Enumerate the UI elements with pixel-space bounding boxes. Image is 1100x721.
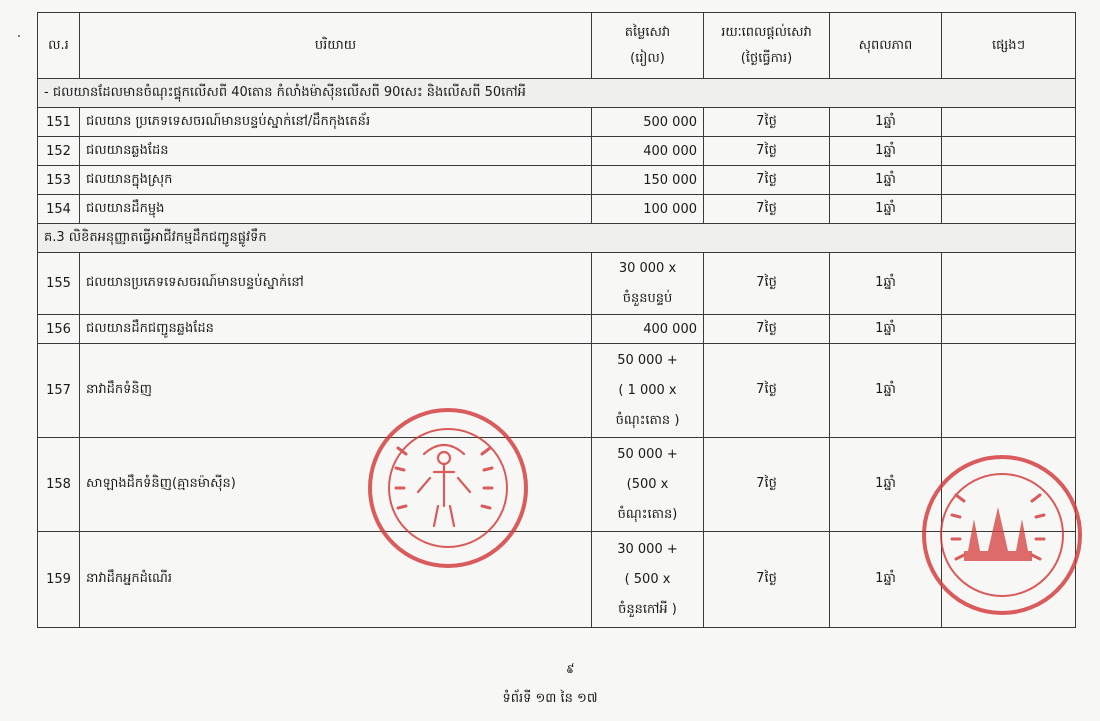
row-price-line3: ចំនួនកៅអី ) [618, 601, 677, 617]
row-price-line2: ចំនួនបន្ទប់ [622, 290, 673, 306]
row-other [942, 195, 1076, 224]
row-price-line3: ចំណុះតោន) [617, 506, 678, 522]
row-price: 400 000 [592, 315, 704, 344]
row-validity: 1ឆ្នាំ [830, 532, 942, 628]
row-validity: 1ឆ្នាំ [830, 253, 942, 315]
row-duration: 7ថ្ងៃ [704, 108, 830, 137]
row-price [592, 438, 704, 532]
section-row-vessels-over-40t [38, 79, 1076, 108]
row-duration: 7ថ្ងៃ [704, 438, 830, 532]
table-row [38, 108, 1076, 137]
header-price-line2: (រៀល) [630, 50, 665, 66]
page-number: ទំព័រទី ១៣ នៃ ១៧ [502, 691, 598, 706]
row-validity: 1ឆ្នាំ [830, 344, 942, 438]
row-other [942, 315, 1076, 344]
row-price-line1: 30 000 x [618, 260, 677, 276]
row-number: 152 [38, 137, 80, 166]
row-validity: 1ឆ្នាំ [830, 438, 942, 532]
header-price [592, 13, 704, 79]
ministry-seal-stamp [922, 455, 1082, 615]
row-other [942, 166, 1076, 195]
row-number: 158 [38, 438, 80, 532]
row-number: 159 [38, 532, 80, 628]
row-other [942, 108, 1076, 137]
row-price [592, 532, 704, 628]
section-title: គ.3 លិខិតអនុញ្ញាតធ្វើអាជីវកម្មដឹកជញ្ជូនផ្លូវទឹក [38, 224, 1076, 253]
row-validity: 1ឆ្នាំ [830, 166, 942, 195]
header-duration-line2: (ថ្ងៃធ្វើការ) [740, 50, 793, 66]
table-row [38, 253, 1076, 315]
row-price: 500 000 [592, 108, 704, 137]
header-validity: សុពលភាព [830, 13, 942, 79]
row-price [592, 344, 704, 438]
row-price-line1: 50 000 + [617, 352, 678, 368]
table-row [38, 344, 1076, 438]
table-row [38, 166, 1076, 195]
table-header-row [38, 13, 1076, 79]
row-number: 155 [38, 253, 80, 315]
official-seal-stamp [368, 408, 528, 568]
row-price: 100 000 [592, 195, 704, 224]
row-price [592, 253, 704, 315]
row-description: ជលយានប្រភេទទេសចរណ៍មានបន្ទប់ស្នាក់នៅ [80, 253, 592, 315]
row-number: 157 [38, 344, 80, 438]
seal-emblem-icon [368, 408, 520, 560]
row-duration: 7ថ្ងៃ [704, 315, 830, 344]
row-number: 151 [38, 108, 80, 137]
footer-mark: ៩ [566, 662, 575, 676]
row-duration: 7ថ្ងៃ [704, 166, 830, 195]
row-validity: 1ឆ្នាំ [830, 315, 942, 344]
row-description: ជលយានឆ្លងដែន [80, 137, 592, 166]
row-price-line2: (500 x [626, 476, 669, 492]
row-validity: 1ឆ្នាំ [830, 195, 942, 224]
row-description: ជលយានដឹកជញ្ជូនឆ្លងដែន [80, 315, 592, 344]
row-description: ជលយាន ប្រភេទទេសចរណ៍មានបន្ទប់ស្នាក់នៅ/ដឹកកុងតេន័រ [80, 108, 592, 137]
table-row [38, 532, 1076, 628]
header-price-line1: តម្លៃសេវា [624, 24, 671, 40]
row-duration: 7ថ្ងៃ [704, 532, 830, 628]
table-row [38, 438, 1076, 532]
table-row [38, 137, 1076, 166]
row-other [942, 253, 1076, 315]
section-row-water-transport-license [38, 224, 1076, 253]
scan-dot [18, 35, 20, 37]
header-other: ផ្សេងៗ [942, 13, 1076, 79]
header-no: ល.រ [38, 13, 80, 79]
row-duration: 7ថ្ងៃ [704, 137, 830, 166]
row-description: នាវាដឹកអ្នកដំណើរ [80, 532, 592, 628]
table-row [38, 195, 1076, 224]
row-description: ជលយានក្នុងស្រុក [80, 166, 592, 195]
temple-emblem-icon [922, 455, 1074, 607]
row-price-line2: ( 500 x [624, 571, 671, 587]
row-description: សាឡាងដឹកទំនិញ(គ្មានម៉ាស៊ីន) [80, 438, 592, 532]
table-row [38, 315, 1076, 344]
row-number: 156 [38, 315, 80, 344]
fee-table [37, 12, 1076, 628]
row-other [942, 344, 1076, 438]
row-price: 150 000 [592, 166, 704, 195]
row-price-line2: ( 1 000 x [618, 382, 677, 398]
row-number: 154 [38, 195, 80, 224]
row-duration: 7ថ្ងៃ [704, 344, 830, 438]
row-description: ជលយានដឹកម្ជុង [80, 195, 592, 224]
row-price-line3: ចំណុះតោន ) [615, 412, 680, 428]
row-price: 400 000 [592, 137, 704, 166]
row-validity: 1ឆ្នាំ [830, 108, 942, 137]
header-duration-line1: រយៈពេលផ្ដល់សេវា [721, 24, 812, 40]
row-description: នាវាដឹកទំនិញ [80, 344, 592, 438]
row-other [942, 137, 1076, 166]
row-validity: 1ឆ្នាំ [830, 137, 942, 166]
header-duration [704, 13, 830, 79]
row-duration: 7ថ្ងៃ [704, 195, 830, 224]
row-duration: 7ថ្ងៃ [704, 253, 830, 315]
section-title: - ជលយានដែលមានចំណុះផ្ទុកលើសពី 40តោន កំលាំងម៉ាស៊ីនលើសពី 90សេះ និងលើសពី 50កៅអី [38, 79, 1076, 108]
row-price-line1: 30 000 + [617, 541, 678, 557]
header-description: បរិយាយ [80, 13, 592, 79]
row-number: 153 [38, 166, 80, 195]
row-price-line1: 50 000 + [617, 446, 678, 462]
